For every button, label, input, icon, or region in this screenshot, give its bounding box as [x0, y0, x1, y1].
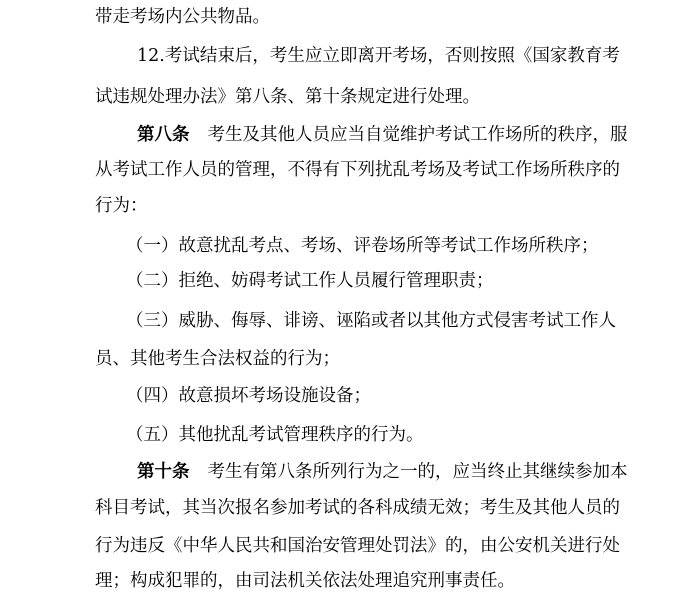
text-line: 12.考试结束后，考生应立即离开考场，否则按照《国家教育考 — [137, 46, 620, 66]
list-item: （四）故意损坏考场设施设备； — [126, 386, 371, 406]
text-line: 带走考场内公共物品。 — [95, 7, 270, 27]
list-item: （一）故意扰乱考点、考场、评卷场所等考试工作场所秩序； — [126, 236, 599, 256]
article-8-paragraph — [137, 120, 628, 150]
text-line: 试违规处理办法》第八条、第十条规定进行处理。 — [95, 87, 480, 107]
article-heading: 第八条 — [137, 125, 190, 145]
article-heading: 第十条 — [137, 462, 190, 482]
text-line: 从考试工作人员的管理，不得有下列扰乱考场及考试工作场所秩序的 — [95, 160, 620, 180]
text-line: 理；构成犯罪的，由司法机关依法处理追究刑事责任。 — [95, 571, 515, 591]
article-10-paragraph — [137, 457, 628, 487]
list-item: （五）其他扰乱考试管理秩序的行为。 — [126, 425, 424, 445]
text-line: 行为： — [95, 196, 148, 216]
text-line: 科目考试，其当次报名参加考试的各科成绩无效；考生及其他人员的 — [95, 498, 620, 518]
text-line: 考生及其他人员应当自觉维护考试工作场所的秩序，服 — [207, 125, 628, 145]
text-line: 员、其他考生合法权益的行为； — [95, 349, 340, 369]
text-line: 行为违反《中华人民共和国治安管理处罚法》的，由公安机关进行处 — [95, 536, 620, 556]
list-item: （二）拒绝、妨碍考试工作人员履行管理职责； — [126, 271, 494, 291]
list-item: （三）威胁、侮辱、诽谤、诬陷或者以其他方式侵害考试工作人 — [126, 311, 616, 331]
text-line: 考生有第八条所列行为之一的，应当终止其继续参加本 — [207, 462, 628, 482]
